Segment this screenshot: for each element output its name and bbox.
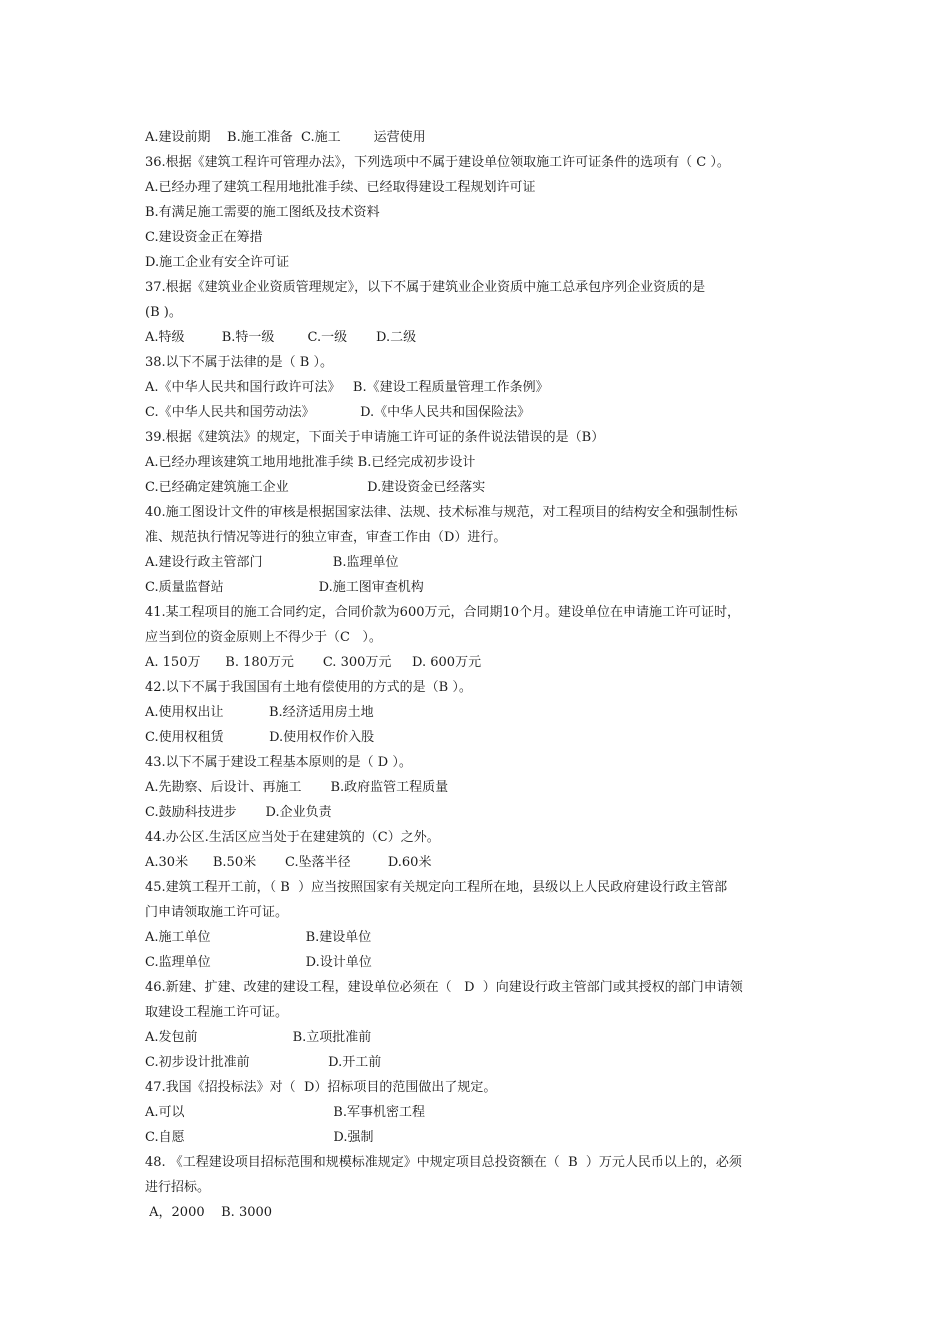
text-line: 48. 《工程建设项目招标范围和规模标准规定》中规定项目总投资额在（ B ）万元人民币以上的，必须 — [145, 1155, 742, 1170]
text-line: A.发包前 B.立项批准前 — [145, 1030, 372, 1045]
text-line: (B )。 — [145, 305, 182, 320]
text-line: 39.根据《建筑法》的规定，下面关于申请施工许可证的条件说法错误的是（B） — [145, 430, 605, 445]
text-line: 45.建筑工程开工前，（ B ）应当按照国家有关规定向工程所在地，县级以上人民政府建设行政主管部 — [145, 880, 728, 895]
text-line: C.使用权租赁 D.使用权作价入股 — [145, 730, 375, 745]
text-line: A.建设前期 B.施工准备 C.施工 运营使用 — [145, 130, 426, 145]
text-line: 进行招标。 — [145, 1180, 211, 1195]
text-line: C.质量监督站 D.施工图审查机构 — [145, 580, 424, 595]
text-line: 取建设工程施工许可证。 — [145, 1005, 289, 1020]
text-line: B.有满足施工需要的施工图纸及技术资料 — [145, 205, 380, 220]
text-line: A.施工单位 B.建设单位 — [145, 930, 372, 945]
text-line: 41.某工程项目的施工合同约定，合同价款为600万元，合同期10个月。建设单位在申请施工许可证时， — [145, 605, 741, 620]
text-line: 应当到位的资金原则上不得少于（C ）。 — [145, 630, 382, 645]
text-line: 37.根据《建筑业企业资质管理规定》，以下不属于建筑业企业资质中施工总承包序列企业资质的是 — [145, 280, 706, 295]
text-line: A. 150万 B. 180万元 C. 300万元 D. 600万元 — [145, 655, 482, 670]
text-line: A.建设行政主管部门 B.监理单位 — [145, 555, 399, 570]
text-line: C.鼓励科技进步 D.企业负责 — [145, 805, 332, 820]
text-line: A.先勘察、后设计、再施工 B.政府监管工程质量 — [145, 780, 449, 795]
text-line: 47.我国《招投标法》对（ D）招标项目的范围做出了规定。 — [145, 1080, 497, 1095]
text-line: C.建设资金正在筹措 — [145, 230, 263, 245]
text-line: 46.新建、扩建、改建的建设工程，建设单位必须在（ D ）向建设行政主管部门或其授权的部门申请领 — [145, 980, 743, 995]
text-line: A.《中华人民共和国行政许可法》 B.《建设工程质量管理工作条例》 — [145, 380, 549, 395]
text-line: 门申请领取施工许可证。 — [145, 905, 289, 920]
text-line: A.使用权出让 B.经济适用房土地 — [145, 705, 374, 720]
text-line: 准、规范执行情况等进行的独立审查，审查工作由（D）进行。 — [145, 530, 507, 545]
text-line: C.《中华人民共和国劳动法》 D.《中华人民共和国保险法》 — [145, 405, 531, 420]
text-line: C.已经确定建筑施工企业 D.建设资金已经落实 — [145, 480, 486, 495]
text-line: C.监理单位 D.设计单位 — [145, 955, 372, 970]
text-line: C.自愿 D.强制 — [145, 1130, 374, 1145]
text-line: 44.办公区.生活区应当处于在建建筑的（C）之外。 — [145, 830, 440, 845]
text-line: 42.以下不属于我国国有土地有偿使用的方式的是（B ）。 — [145, 680, 472, 695]
text-line: A，2000 B. 3000 — [145, 1205, 273, 1220]
text-line: C.初步设计批准前 D.开工前 — [145, 1055, 382, 1070]
text-line: A.已经办理了建筑工程用地批准手续、已经取得建设工程规划许可证 — [145, 180, 536, 195]
text-line: 38.以下不属于法律的是（ B ）。 — [145, 355, 333, 370]
text-line: 40.施工图设计文件的审核是根据国家法律、法规、技术标准与规范，对工程项目的结构安全和强制性标 — [145, 505, 738, 520]
text-line: A.可以 B.军事机密工程 — [145, 1105, 425, 1120]
text-line: A.特级 B.特一级 C.一级 D.二级 — [145, 330, 417, 345]
text-line: A.已经办理该建筑工地用地批准手续 B.已经完成初步设计 — [145, 455, 476, 470]
text-line: 43.以下不属于建设工程基本原则的是（ D ）。 — [145, 755, 412, 770]
text-line: D.施工企业有安全许可证 — [145, 255, 290, 270]
text-line: 36.根据《建筑工程许可管理办法》，下列选项中不属于建设单位领取施工许可证条件的选项有（ C ）。 — [145, 155, 730, 170]
text-line: A.30米 B.50米 C.坠落半径 D.60米 — [145, 855, 432, 870]
